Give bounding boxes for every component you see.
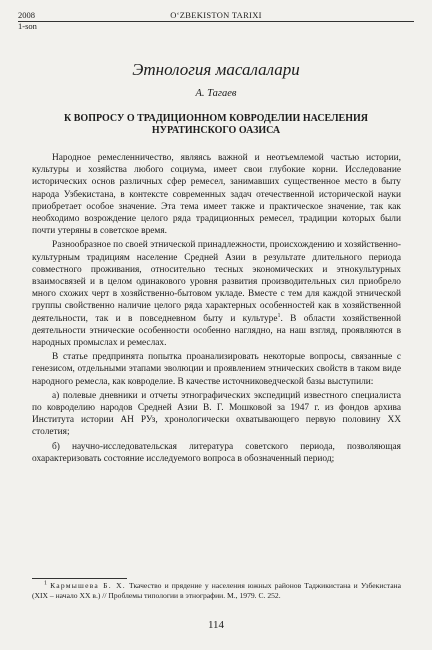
paragraph-2	[32, 239, 401, 349]
page-number: 114	[207, 619, 225, 631]
paragraph-5: б) научно-исследовательская литература советского периода, позволяющая охарактеризовать состояние исследуемого вопроса в обозначенный период;	[32, 441, 401, 464]
section-title: Этнология масалалари	[132, 60, 300, 79]
footnote-ref: 1	[277, 312, 281, 319]
header-rule	[18, 21, 414, 22]
article-body	[32, 152, 401, 467]
header-year: 2008	[18, 10, 35, 20]
footnote-mark: 1	[44, 580, 47, 587]
footnote	[32, 581, 401, 600]
paragraph-2-tail: . В области хозяйственной деятельности этнические особенности особенно наглядно, на наш взгляд, проявляются в народных промыслах и ремеслах.	[32, 313, 401, 349]
header-journal-title: O‘ZBEKISTON TARIXI	[170, 10, 262, 20]
paragraph-1: Народное ремесленничество, являясь важной и неотъемлемой частью истории, культуры и хозяйства любого социума, имеет свои глубокие корни. Исследование исторических основ различных сфер ремесел, занимавших существенное место в быту народа Узбекистана, в контексте современных задач отечественной исторической науки приобретает особое значение. Эта тема имеет также и практическое значение, так как необходимо возрождение целого ряда традиционных ремесел, традиции которых были почти утеряны в советское время.	[32, 153, 401, 237]
footnote-rule	[32, 578, 127, 579]
footnote-author: Кармышева Б. Х.	[50, 581, 126, 590]
footnote-text: Ткачество и прядение у населения южных районов Таджикистана и Узбекистана (XIX – начало XX в.) // Проблемы типологии в этнографии. М., 1979. С. 252.	[32, 581, 401, 600]
paragraph-3: В статье предпринята попытка проанализировать некоторые вопросы, связанные с генезисом, отдельными этапами эволюции и проявлением этнических свойств в таком виде народного ремесла, как ковроделие. В качестве источниковедческой базы выступили:	[32, 352, 401, 387]
paragraph-4: а) полевые дневники и отчеты этнографических экспедиций известного специалиста по ковроделию народов Средней Азии В. Г. Мошковой за 1947 г. из фондов архива Института истории АН РУз, хронологически охватывающего первую половину XX столетия;	[32, 390, 401, 438]
article-author: А. Тагаев	[195, 88, 237, 99]
article-title: К ВОПРОСУ О ТРАДИЦИОННОМ КОВРОДЕЛИИ НАСЕЛЕНИЯ НУРАТИНСКОГО ОАЗИСА	[64, 113, 368, 136]
paragraph-2-text: Разнообразное по своей этнической принадлежности, происхождению и хозяйственно-культурным традициям население Средней Азии в результате длительного периода совместного проживания, относительно тесных экономических и этнокультурных взаимосвязей и в целом одинакового уровня развития производительных сил приобрело много схожих черт в хозяйственно-бытовом укладе. Вместе с тем для каждой этнической группы свойственно наличие целого ряда характерных особенностей как в хозяйственной деятельности, так и в повседневном быту и культуре	[32, 240, 401, 324]
header-issue: 1-son	[18, 21, 37, 31]
